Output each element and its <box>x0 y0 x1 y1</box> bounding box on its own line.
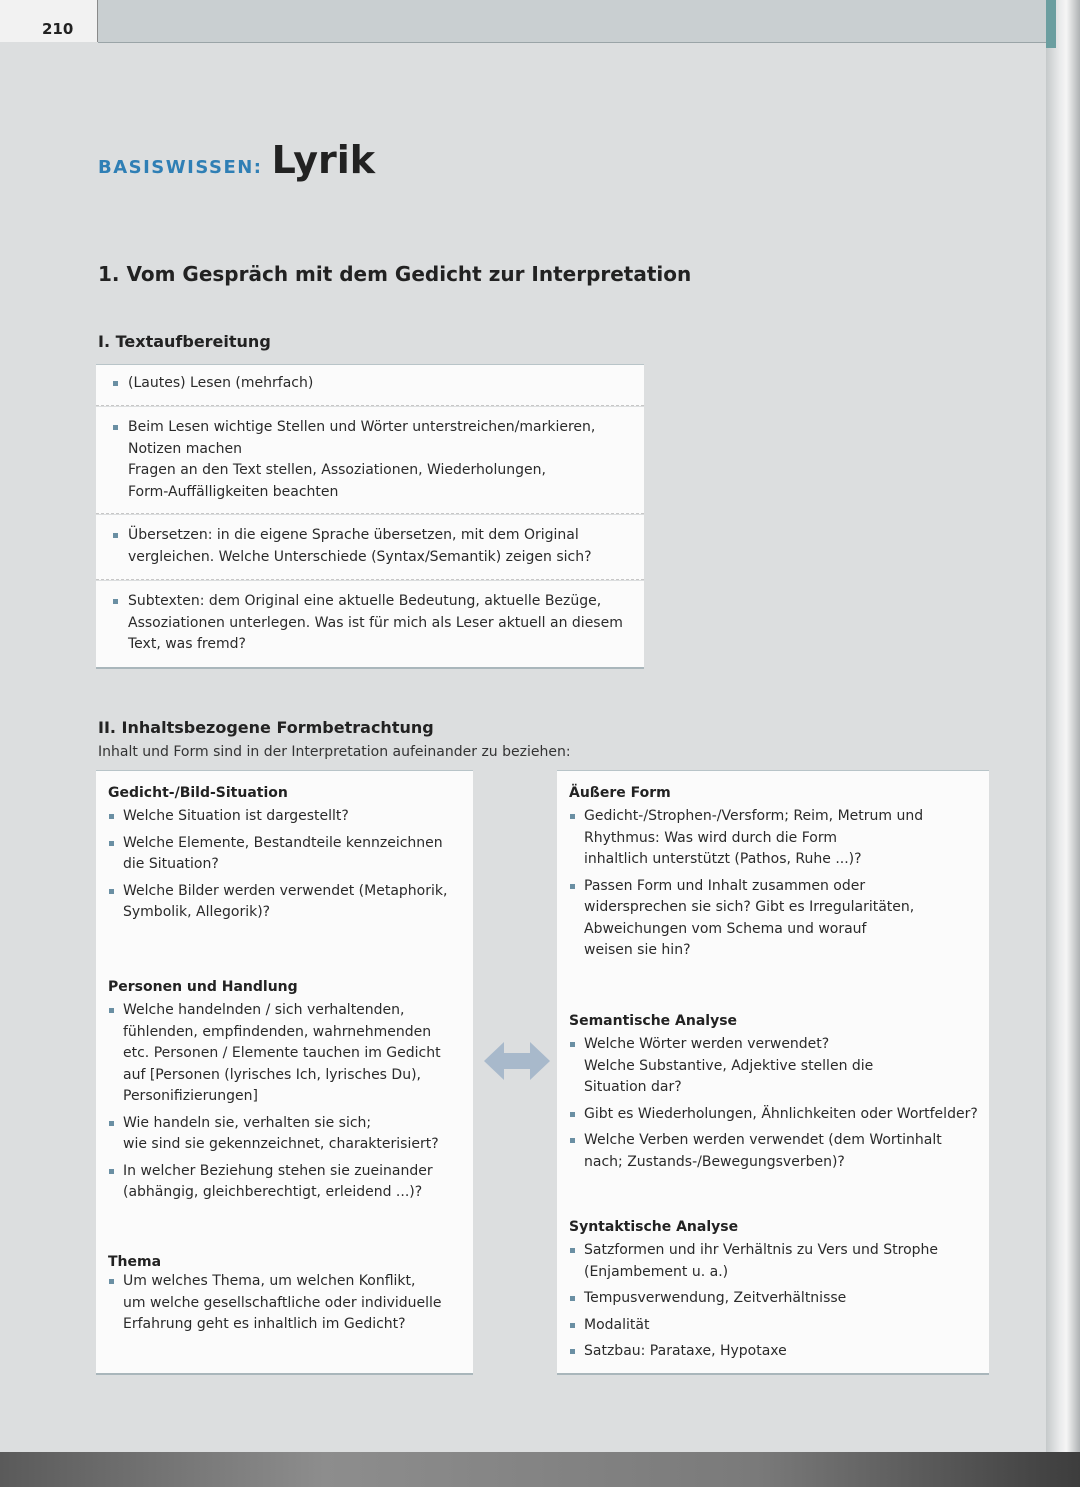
bullet-marker <box>109 1008 114 1013</box>
text-line: Welche Substantive, Adjektive stellen die <box>584 1057 874 1074</box>
list-item <box>108 1161 465 1204</box>
list-item <box>569 1341 981 1363</box>
text-line: Wie handeln sie, verhalten sie sich; <box>123 1114 372 1131</box>
text-line: Form-Auffälligkeiten beachten <box>128 483 339 500</box>
text-line: In welcher Beziehung stehen sie zueinander <box>123 1162 433 1179</box>
bullet-marker <box>113 381 118 386</box>
header-band <box>98 0 1052 43</box>
bullet-marker <box>109 841 114 846</box>
bullet-marker <box>570 1248 575 1253</box>
section-thema <box>108 1254 465 1341</box>
list-item <box>569 1130 981 1173</box>
section-heading: Gedicht-/Bild-Situation <box>108 785 288 801</box>
section-heading: Thema <box>108 1254 162 1270</box>
bullet-marker <box>570 1296 575 1301</box>
text-line: Text, was fremd? <box>128 636 246 652</box>
section-semantische-analyse <box>569 1013 981 1178</box>
text-line: Gibt es Wiederholungen, Ähnlichkeiten oder Wortfelder? <box>584 1105 978 1122</box>
text-line: die Situation? <box>123 856 219 872</box>
text-line: wie sind sie gekennzeichnet, charakterisiert? <box>123 1136 439 1152</box>
text-line: Situation dar? <box>584 1079 682 1095</box>
text-line: Welche Bilder werden verwendet (Metaphorik, <box>123 882 448 899</box>
list-item <box>569 1104 981 1126</box>
text-line: Satzformen und ihr Verhältnis zu Vers und Strophe <box>584 1242 939 1258</box>
bullet-marker <box>570 1112 575 1117</box>
page-number: 210 <box>42 20 74 38</box>
text-line: (Enjambement u. a.) <box>584 1263 729 1280</box>
text-line: Satzbau: Parataxe, Hypotaxe <box>584 1343 787 1359</box>
book-spine-edge <box>1046 0 1080 1487</box>
text-line: Übersetzen: in die eigene Sprache übersetzen, mit dem Original <box>128 527 579 543</box>
content-column <box>96 770 473 1375</box>
bullet-marker <box>109 889 114 894</box>
text-box <box>96 407 644 514</box>
bullet-marker <box>570 814 575 819</box>
part1-title: I. Textaufbereitung <box>98 332 271 351</box>
text-line: Subtexten: dem Original eine aktuelle Bedeutung, aktuelle Bezüge, <box>128 593 602 609</box>
section-title: 1. Vom Gespräch mit dem Gedicht zur Interpretation <box>98 262 692 286</box>
text-line: weisen sie hin? <box>584 942 691 958</box>
text-line: Symbolik, Allegorik)? <box>123 904 271 920</box>
bullet-marker <box>113 533 118 538</box>
text-line: Gedicht-/Strophen-/Versform; Reim, Metrum und <box>584 808 924 824</box>
text-line: Notizen machen <box>128 440 242 457</box>
text-line: Modalität <box>584 1316 650 1333</box>
heading-kicker: BASISWISSEN: <box>98 157 263 178</box>
text-line: fühlenden, empfindenden, wahrnehmenden <box>123 1023 432 1040</box>
page-number-box <box>0 0 98 42</box>
text-line: Tempusverwendung, Zeitverhältnisse <box>584 1290 847 1306</box>
text-line: Passen Form und Inhalt zusammen oder <box>584 877 866 894</box>
text-line: Welche Elemente, Bestandteile kennzeichnen <box>123 834 443 851</box>
text-line: Beim Lesen wichtige Stellen und Wörter unterstreichen/markieren, <box>128 419 596 435</box>
list-item <box>108 1000 465 1108</box>
text-line: inhaltlich unterstützt (Pathos, Ruhe ...)? <box>584 851 862 867</box>
list-item <box>108 1271 465 1336</box>
section-syntaktische-analyse <box>569 1219 981 1368</box>
list-item <box>569 1034 981 1099</box>
bullet-marker <box>570 1323 575 1328</box>
scan-bottom-edge <box>0 1452 1080 1487</box>
text-line: Welche Wörter werden verwendet? <box>584 1036 830 1052</box>
list-item <box>108 806 465 828</box>
text-line: Rhythmus: Was wird durch die Form <box>584 829 838 846</box>
text-line: Welche Situation ist dargestellt? <box>123 808 349 824</box>
text-line: nach; Zustands-/Bewegungsverben)? <box>584 1153 845 1170</box>
text-line: vergleichen. Welche Unterschiede (Syntax/Semantik) zeigen sich? <box>128 548 592 565</box>
section-aeussere-form <box>569 785 981 967</box>
section-heading: Syntaktische Analyse <box>569 1219 739 1235</box>
bullet-marker <box>109 1279 114 1284</box>
double-arrow-icon <box>484 1040 550 1082</box>
text-line: um welche gesellschaftliche oder individuelle <box>123 1294 442 1311</box>
section-heading: Äußere Form <box>569 785 671 801</box>
text-box <box>96 581 644 667</box>
list-item <box>108 881 465 924</box>
bullet-marker <box>570 1349 575 1354</box>
text-line: widersprechen sie sich? Gibt es Irregularitäten, <box>584 899 915 915</box>
bullet-marker <box>109 814 114 819</box>
section-heading: Personen und Handlung <box>108 979 298 995</box>
text-line: Assoziationen unterlegen. Was ist für mich als Leser aktuell an diesem <box>128 614 623 631</box>
section-heading: Semantische Analyse <box>569 1013 738 1029</box>
bullet-marker <box>109 1169 114 1174</box>
list-item <box>569 876 981 962</box>
list-item <box>569 1240 981 1283</box>
list-item <box>569 806 981 871</box>
text-line: etc. Personen / Elemente tauchen im Gedicht <box>123 1045 441 1061</box>
section-personen-handlung <box>108 979 465 1209</box>
list-item <box>108 833 465 876</box>
bullet-marker <box>109 1121 114 1126</box>
bullet-marker <box>113 425 118 430</box>
text-line: Personifizierungen] <box>123 1088 258 1104</box>
form-column <box>557 770 989 1375</box>
textaufbereitung-boxes <box>96 364 644 669</box>
bullet-marker <box>570 884 575 889</box>
text-line: (abhängig, gleichberechtigt, erleidend ...)? <box>123 1184 423 1200</box>
list-item <box>108 1113 465 1156</box>
bullet-marker <box>113 599 118 604</box>
text-line: Abweichungen vom Schema und worauf <box>584 920 867 937</box>
part2-title: II. Inhaltsbezogene Formbetrachtung <box>98 718 434 737</box>
text-line: Welche handelnden / sich verhaltenden, <box>123 1002 405 1018</box>
text-line: auf [Personen (lyrisches Ich, lyrisches Du), <box>123 1066 421 1083</box>
page-heading <box>98 138 375 182</box>
list-item <box>569 1288 981 1310</box>
text-line: Fragen an den Text stellen, Assoziationen, Wiederholungen, <box>128 462 546 478</box>
heading-title: Lyrik <box>271 138 376 182</box>
text-box <box>96 515 644 580</box>
text-line: Um welches Thema, um welchen Konflikt, <box>123 1273 416 1289</box>
section-gedicht-situation <box>108 785 465 929</box>
edge-tab <box>1046 0 1056 48</box>
text-box <box>96 365 644 406</box>
list-item <box>569 1315 981 1337</box>
part2-subtitle: Inhalt und Form sind in der Interpretation aufeinander zu beziehen: <box>98 744 571 760</box>
text-line: (Lautes) Lesen (mehrfach) <box>128 375 314 391</box>
text-line: Erfahrung geht es inhaltlich im Gedicht? <box>123 1316 406 1332</box>
bullet-marker <box>570 1042 575 1047</box>
text-line: Welche Verben werden verwendet (dem Wortinhalt <box>584 1132 942 1148</box>
bullet-marker <box>570 1138 575 1143</box>
